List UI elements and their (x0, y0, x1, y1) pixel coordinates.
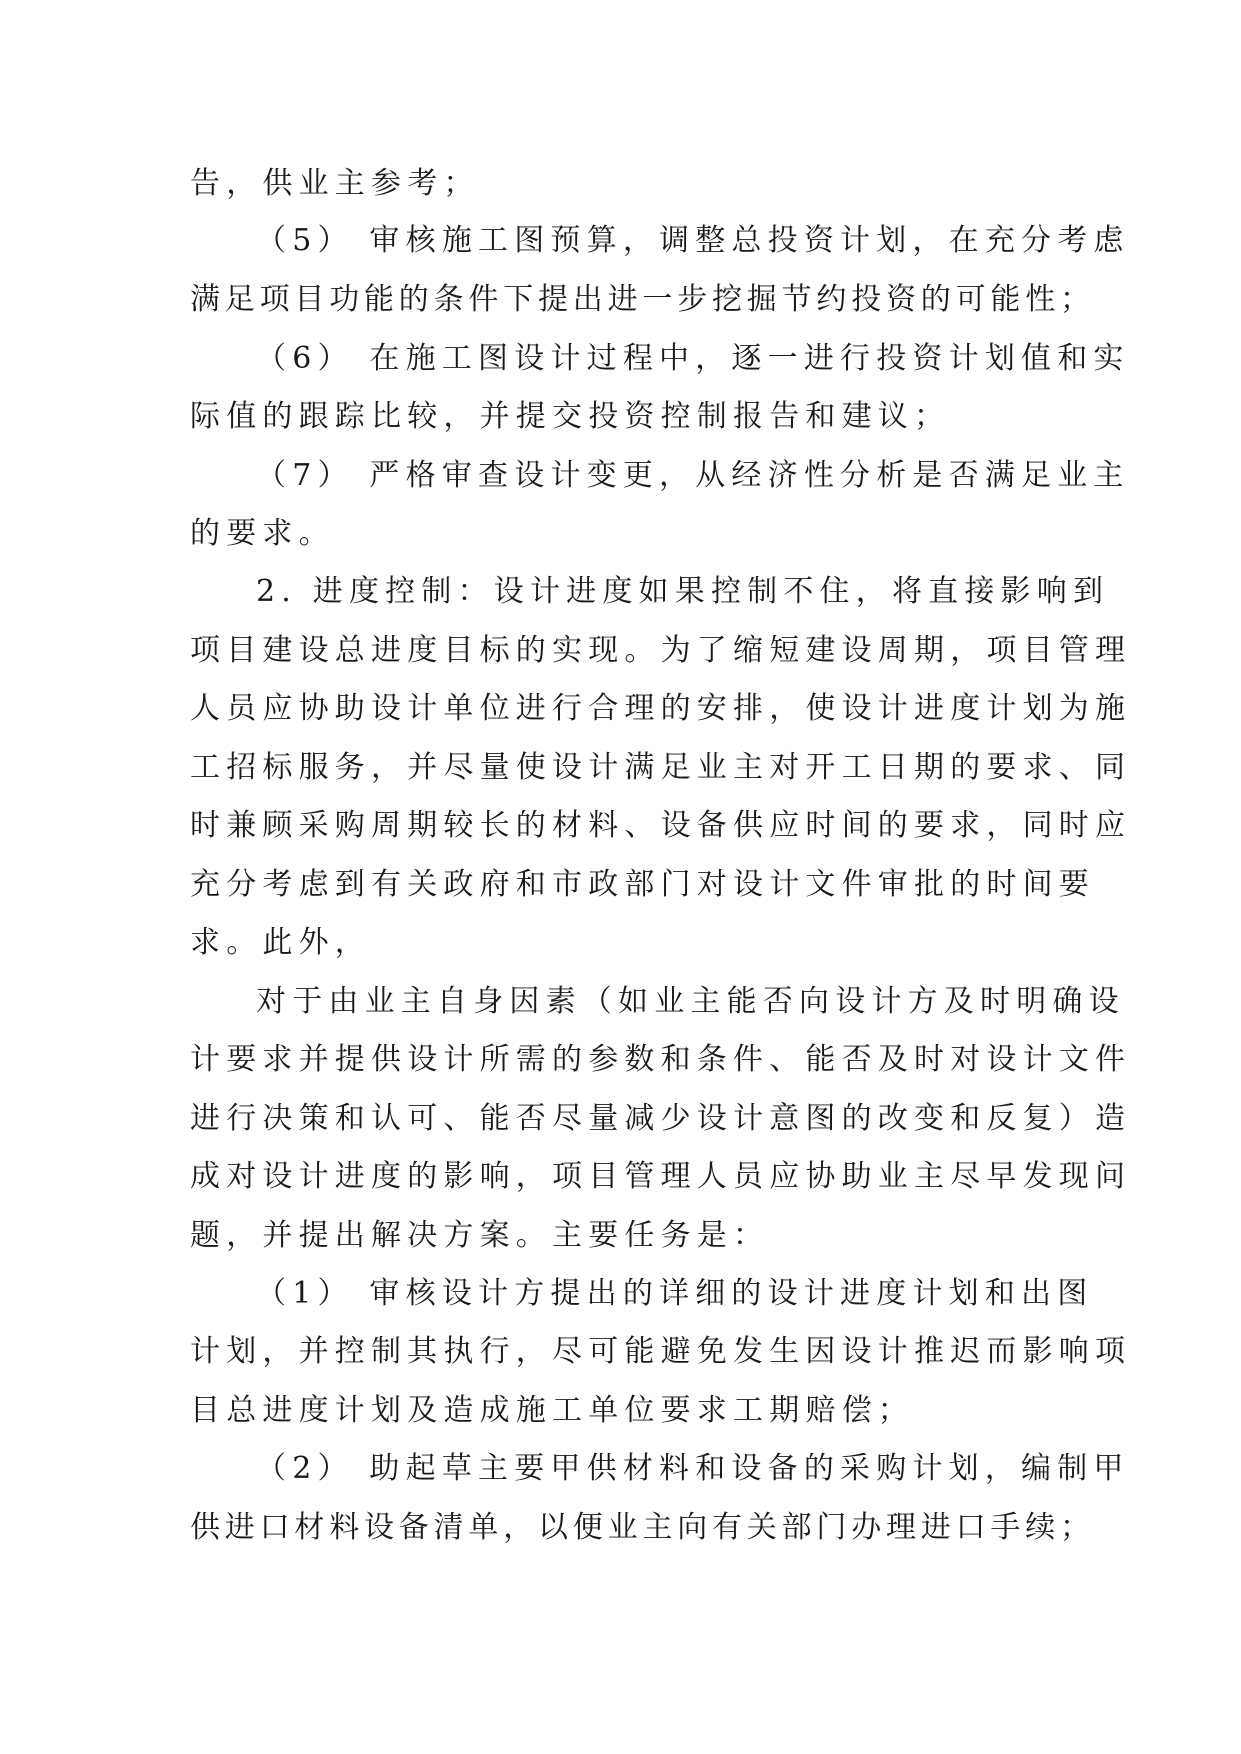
text-line: （6） 在施工图设计过程中，逐一进行投资计划值和实 (256, 341, 1130, 376)
text-line: 求。此外， (190, 925, 371, 960)
text-line: 工招标服务，并尽量使设计满足业主对开工日期的要求、同 (190, 750, 1132, 785)
text-line: 充分考虑到有关政府和市政部门对设计文件审批的时间要 (190, 867, 1095, 902)
text-line: （1） 审核设计方提出的详细的设计进度计划和出图 (256, 1276, 1094, 1311)
text-line: 际值的跟踪比较，并提交投资控制报告和建议； (190, 399, 951, 434)
text-line: 对于由业主自身因素（如业主能否向设计方及时明确设 (256, 984, 1125, 1019)
text-line: （7） 严格审查设计变更，从经济性分析是否满足业主 (256, 458, 1130, 493)
text-line: （2） 助起草主要甲供材料和设备的采购计划，编制甲 (256, 1451, 1130, 1486)
text-line: 的要求。 (190, 516, 335, 551)
text-line: 满足项目功能的条件下提出进一步挖掘节约投资的可能性； (190, 282, 1095, 317)
text-line: 告，供业主参考； (190, 166, 480, 201)
text-line: 项目建设总进度目标的实现。为了缩短建设周期，项目管理 (190, 633, 1132, 668)
text-line: 人员应协助设计单位进行合理的安排，使设计进度计划为施 (190, 691, 1132, 726)
text-line: （5） 审核施工图预算，调整总投资计划，在充分考虑 (256, 223, 1130, 258)
text-line: 计划，并控制其执行，尽可能避免发生因设计推迟而影响项 (190, 1334, 1132, 1369)
text-line: 2. 进度控制：设计进度如果控制不住，将直接影响到 (256, 574, 1110, 609)
text-line: 时兼顾采购周期较长的材料、设备供应时间的要求，同时应 (190, 808, 1132, 843)
text-line: 题，并提出解决方案。主要任务是： (190, 1218, 770, 1253)
text-line: 成对设计进度的影响，项目管理人员应协助业主尽早发现问 (190, 1159, 1132, 1194)
text-line: 目总进度计划及造成施工单位要求工期赔偿； (190, 1393, 914, 1428)
text-line: 进行决策和认可、能否尽量减少设计意图的改变和反复）造 (190, 1101, 1132, 1136)
text-line: 计要求并提供设计所需的参数和条件、能否及时对设计文件 (190, 1042, 1132, 1077)
text-line: 供进口材料设备清单，以便业主向有关部门办理进口手续； (190, 1510, 1095, 1545)
